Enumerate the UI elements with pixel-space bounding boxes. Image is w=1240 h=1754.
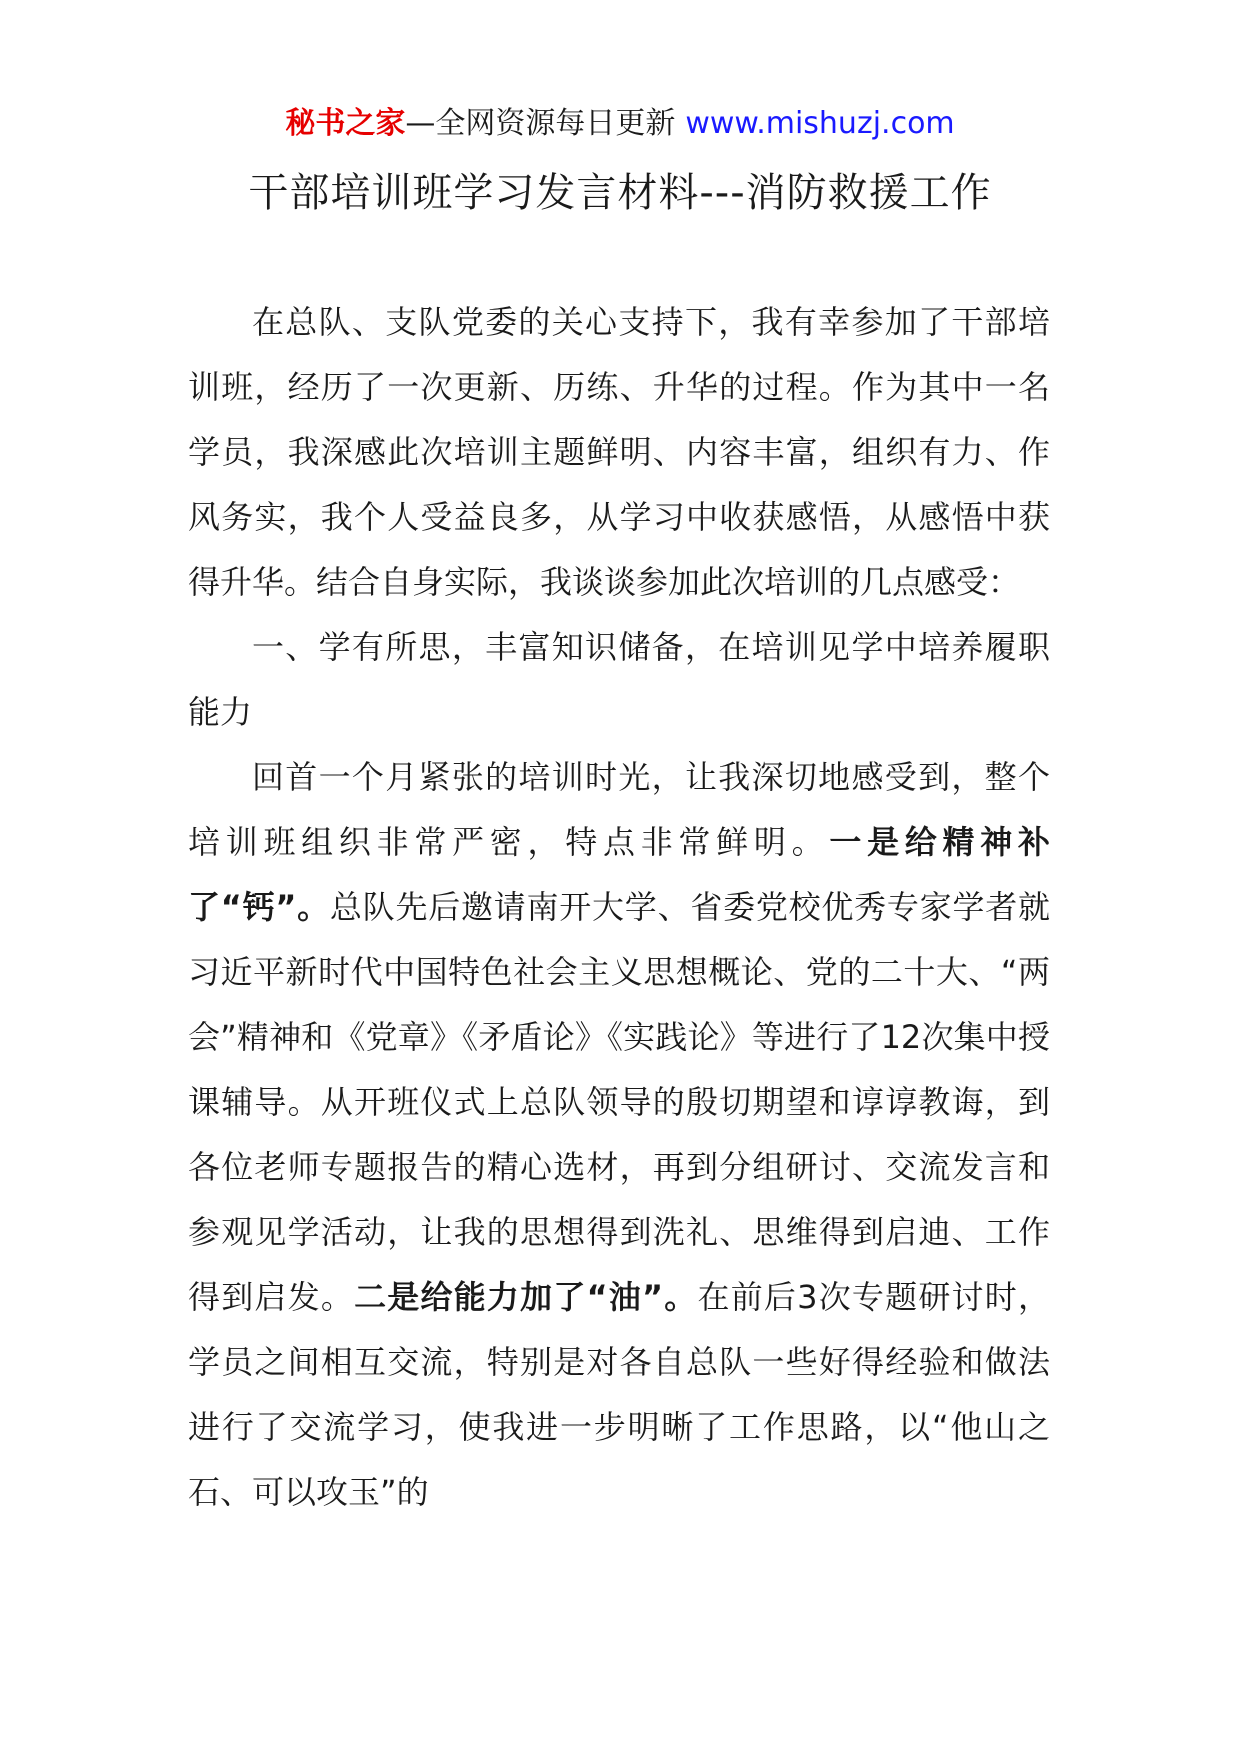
paragraph-training-review	[188, 745, 1050, 1525]
bold-point-1: 一是给精神补了“钙”。	[188, 823, 1050, 926]
paragraph-intro: 在总队、支队党委的关心支持下，我有幸参加了干部培训班，经历了一次更新、历练、升华的过程。作为其中一名学员，我深感此次培训主题鲜明、内容丰富，组织有力、作风务实，我个人受益良多，从学习中收获感悟，从感悟中获得升华。结合自身实际，我谈谈参加此次培训的几点感受：	[188, 303, 1050, 601]
document-title: 干部培训班学习发言材料---消防救援工作	[248, 170, 992, 216]
paragraph-text: 回首一个月紧张的培训时光，让我深切地感受到，整个培训班组织非常严密，特点非常鲜明。	[188, 758, 1050, 861]
page-header	[0, 100, 1240, 148]
header-tagline: —全网资源每日更新	[405, 106, 676, 141]
paragraph-text: 总队先后邀请南开大学、省委党校优秀专家学者就习近平新时代中国特色社会主义思想概论、党的二十大、“两会”精神和《党章》《矛盾论》《实践论》等进行了12次集中授课辅导。从开班仪式上总队领导的殷切期望和谆谆教诲，到各位老师专题报告的精心选材，再到分组研讨、交流发言和参观见学活动，让我的思想得到洗礼、思维得到启迪、工作得到启发。	[188, 888, 1050, 1316]
document-body	[188, 290, 1050, 1525]
section-heading-1: 一、学有所思，丰富知识储备，在培训见学中培养履职能力	[188, 628, 1050, 731]
bold-point-2: 二是给能力加了“油”。	[354, 1278, 698, 1316]
site-url-link[interactable]: www.mishuzj.com	[685, 106, 955, 141]
paragraph-text: 在前后3次专题研讨时，学员之间相互交流，特别是对各自总队一些好得经验和做法进行了交流学习，使我进一步明晰了工作思路，以“他山之石、可以攻玉”的	[188, 1278, 1050, 1511]
brand-name: 秘书之家	[285, 106, 406, 141]
